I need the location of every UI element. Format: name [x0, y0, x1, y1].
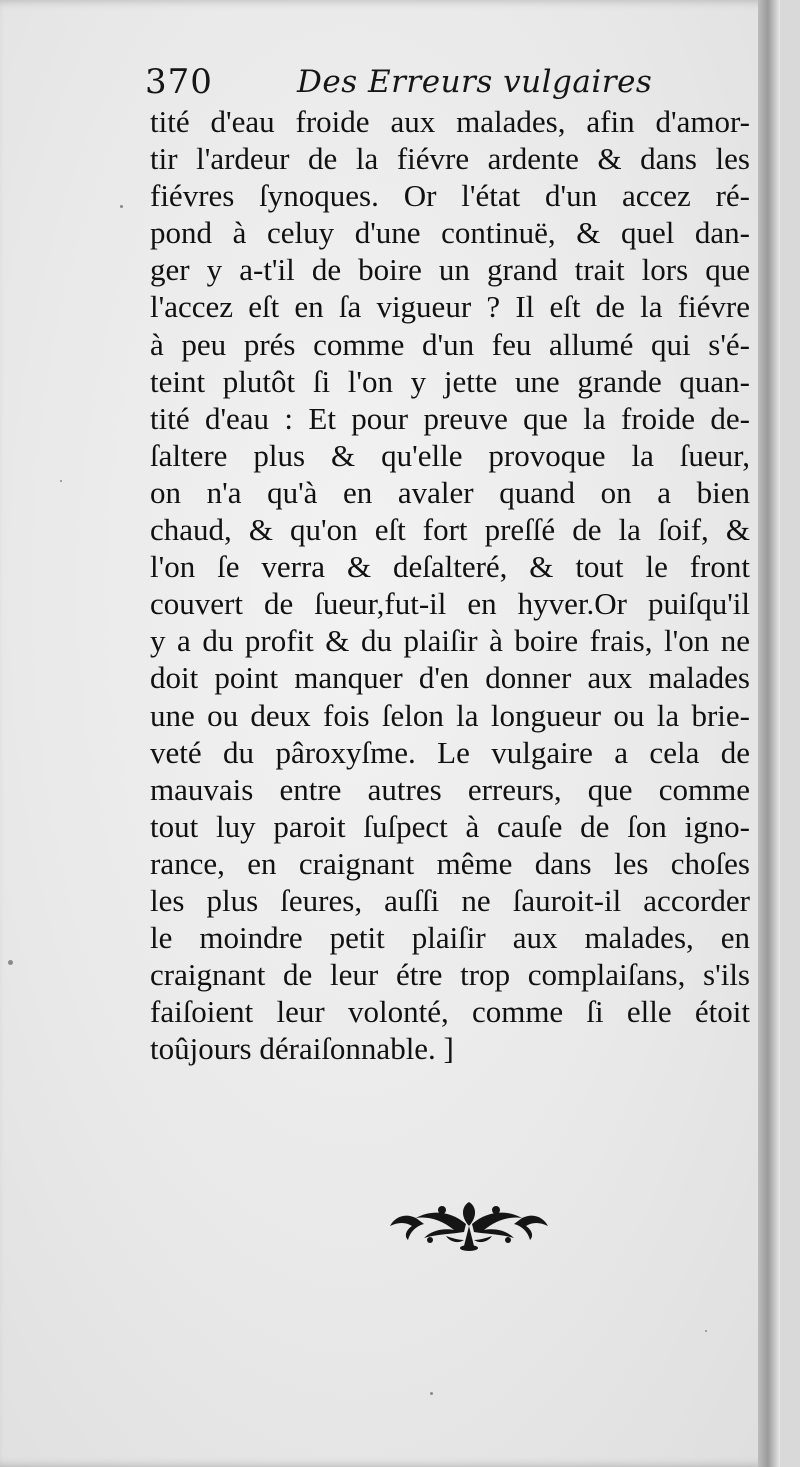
text-line: teint plutôt ſi l'on y jette une grande quan- [150, 363, 750, 399]
text-line: veté du pâroxyſme. Le vulgaire a cela de [150, 734, 750, 770]
text-line: tité d'eau : Et pour preuve que la froide de- [150, 400, 750, 436]
text-line: fiévres ſynoques. Or l'état d'un accez ré- [150, 178, 750, 214]
text-line: tout luy paroit ſuſpect à cauſe de ſon igno- [150, 808, 750, 844]
text-line: couvert de ſueur,fut-il en hyver.Or puiſqu'il [150, 586, 750, 622]
fleuron-ornament-icon [384, 1196, 554, 1252]
text-line: l'on ſe verra & deſalteré, & tout le front [150, 549, 750, 585]
text-line: une ou deux fois ſelon la longueur ou la brie- [150, 697, 750, 733]
text-line-last: toûjours déraiſonnable. ] [150, 1031, 454, 1067]
text-line: y a du profit & du plaiſir à boire frais, l'on ne [150, 623, 750, 659]
text-line: chaud, & qu'on eſt fort preſſé de la ſoif, & [150, 512, 750, 548]
text-line: tir l'ardeur de la fiévre ardente & dans les [150, 141, 750, 177]
text-line: ſaltere plus & qu'elle provoque la ſueur, [150, 437, 750, 473]
body-text [150, 103, 750, 1067]
text-line: l'accez eſt en ſa vigueur ? Il eſt de la fiévre [150, 289, 750, 325]
text-line: on n'a qu'à en avaler quand on a bien [150, 474, 750, 510]
text-line: le moindre petit plaiſir aux malades, en [150, 920, 750, 956]
text-line: craignant de leur étre trop complaiſans, s'ils [150, 957, 750, 993]
text-line: mauvais entre autres erreurs, que comme [150, 771, 750, 807]
text-line: à peu prés comme d'un feu allumé qui s'é- [150, 326, 750, 362]
text-line: ger y a-t'il de boire un grand trait lors que [150, 252, 750, 288]
text-line: doit point manquer d'en donner aux malades [150, 660, 750, 696]
running-title: Des Erreurs vulgaires [297, 64, 653, 100]
page-number: 370 [145, 62, 213, 102]
text-line: tité d'eau froide aux malades, afin d'amor- [150, 104, 750, 139]
text-line: pond à celuy d'une continuë, & quel dan- [150, 215, 750, 251]
page-gutter-shadow [758, 0, 780, 1467]
text-line: les plus ſeures, auſſi ne ſauroit-il accorder [150, 882, 750, 918]
text-line: rance, en craignant même dans les choſes [150, 845, 750, 881]
text-line: faiſoient leur volonté, comme ſi elle étoit [150, 994, 750, 1030]
